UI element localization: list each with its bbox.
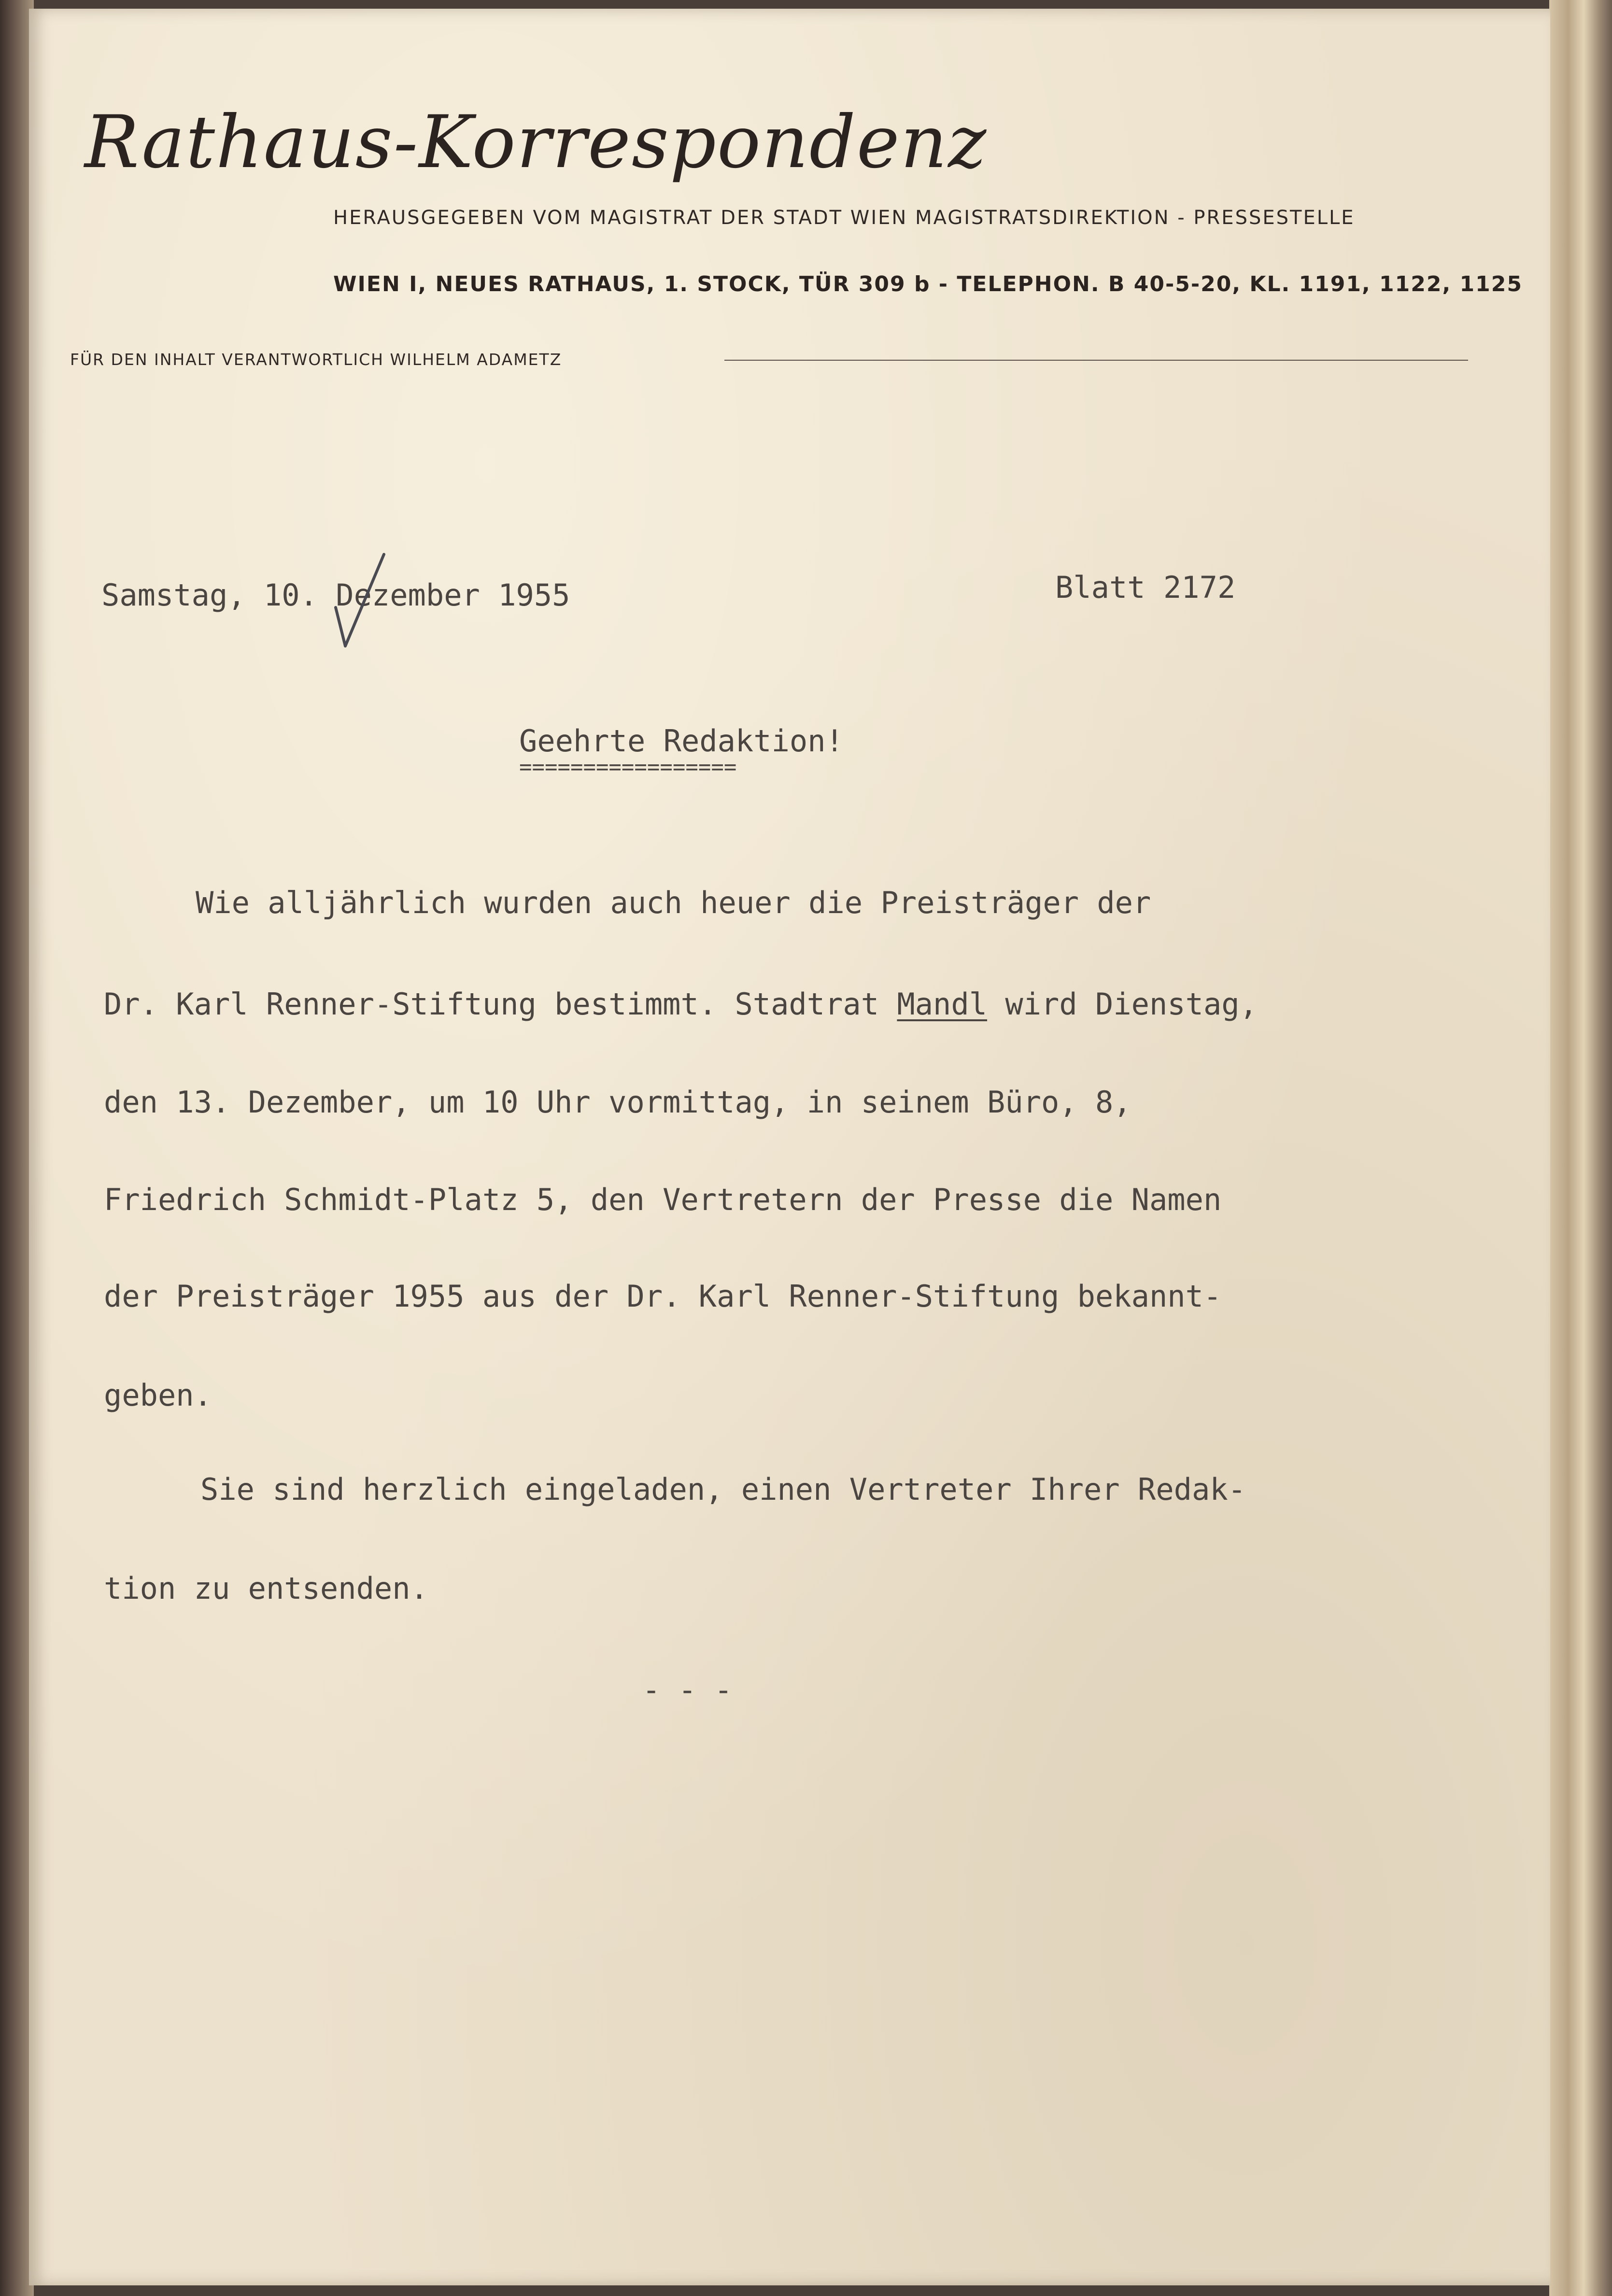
- body-line: der Preisträger 1955 aus der Dr. Karl Renner-Stiftung bekannt-: [104, 1279, 1222, 1314]
- body-line: geben.: [104, 1378, 212, 1413]
- end-mark: - - -: [642, 1672, 733, 1707]
- body-line: den 13. Dezember, um 10 Uhr vormittag, in seinem Büro, 8,: [104, 1085, 1131, 1120]
- salutation-underline: =================: [519, 755, 737, 779]
- header-rule: [724, 360, 1468, 361]
- body-line: Sie sind herzlich eingeladen, einen Vertreter Ihrer Redak-: [200, 1472, 1246, 1507]
- body-line: Wie alljährlich wurden auch heuer die Preisträger der: [196, 885, 1151, 920]
- publisher-line: HERAUSGEGEBEN VOM MAGISTRAT DER STADT WIEN MAGISTRATSDIREKTION - PRESSESTELLE: [333, 207, 1355, 229]
- responsible-line: FÜR DEN INHALT VERANTWORTLICH WILHELM ADAMETZ: [70, 350, 562, 369]
- address-line: WIEN I, NEUES RATHAUS, 1. STOCK, TÜR 309 b - TELEPHON. B 40-5-20, KL. 1191, 1122, 1125: [333, 272, 1523, 296]
- check-mark-icon: [326, 549, 394, 651]
- document-date: Samstag, 10. Dezember 1955: [101, 578, 570, 613]
- underlined-name: Mandl: [897, 986, 988, 1022]
- page-stack-edge: [1549, 0, 1612, 2296]
- body-line: Friedrich Schmidt-Platz 5, den Vertretern der Presse die Namen: [104, 1182, 1222, 1217]
- salutation: Geehrte Redaktion!: [519, 723, 844, 759]
- document-page: [29, 9, 1550, 2285]
- body-line: [104, 986, 1258, 1022]
- body-text: wird Dienstag,: [987, 986, 1258, 1022]
- body-text: Dr. Karl Renner-Stiftung bestimmt. Stadtrat: [104, 986, 897, 1022]
- masthead-title: Rathaus-Korrespondenz: [85, 100, 988, 184]
- sheet-number: Blatt 2172: [1055, 570, 1236, 605]
- body-line: tion zu entsenden.: [104, 1571, 428, 1606]
